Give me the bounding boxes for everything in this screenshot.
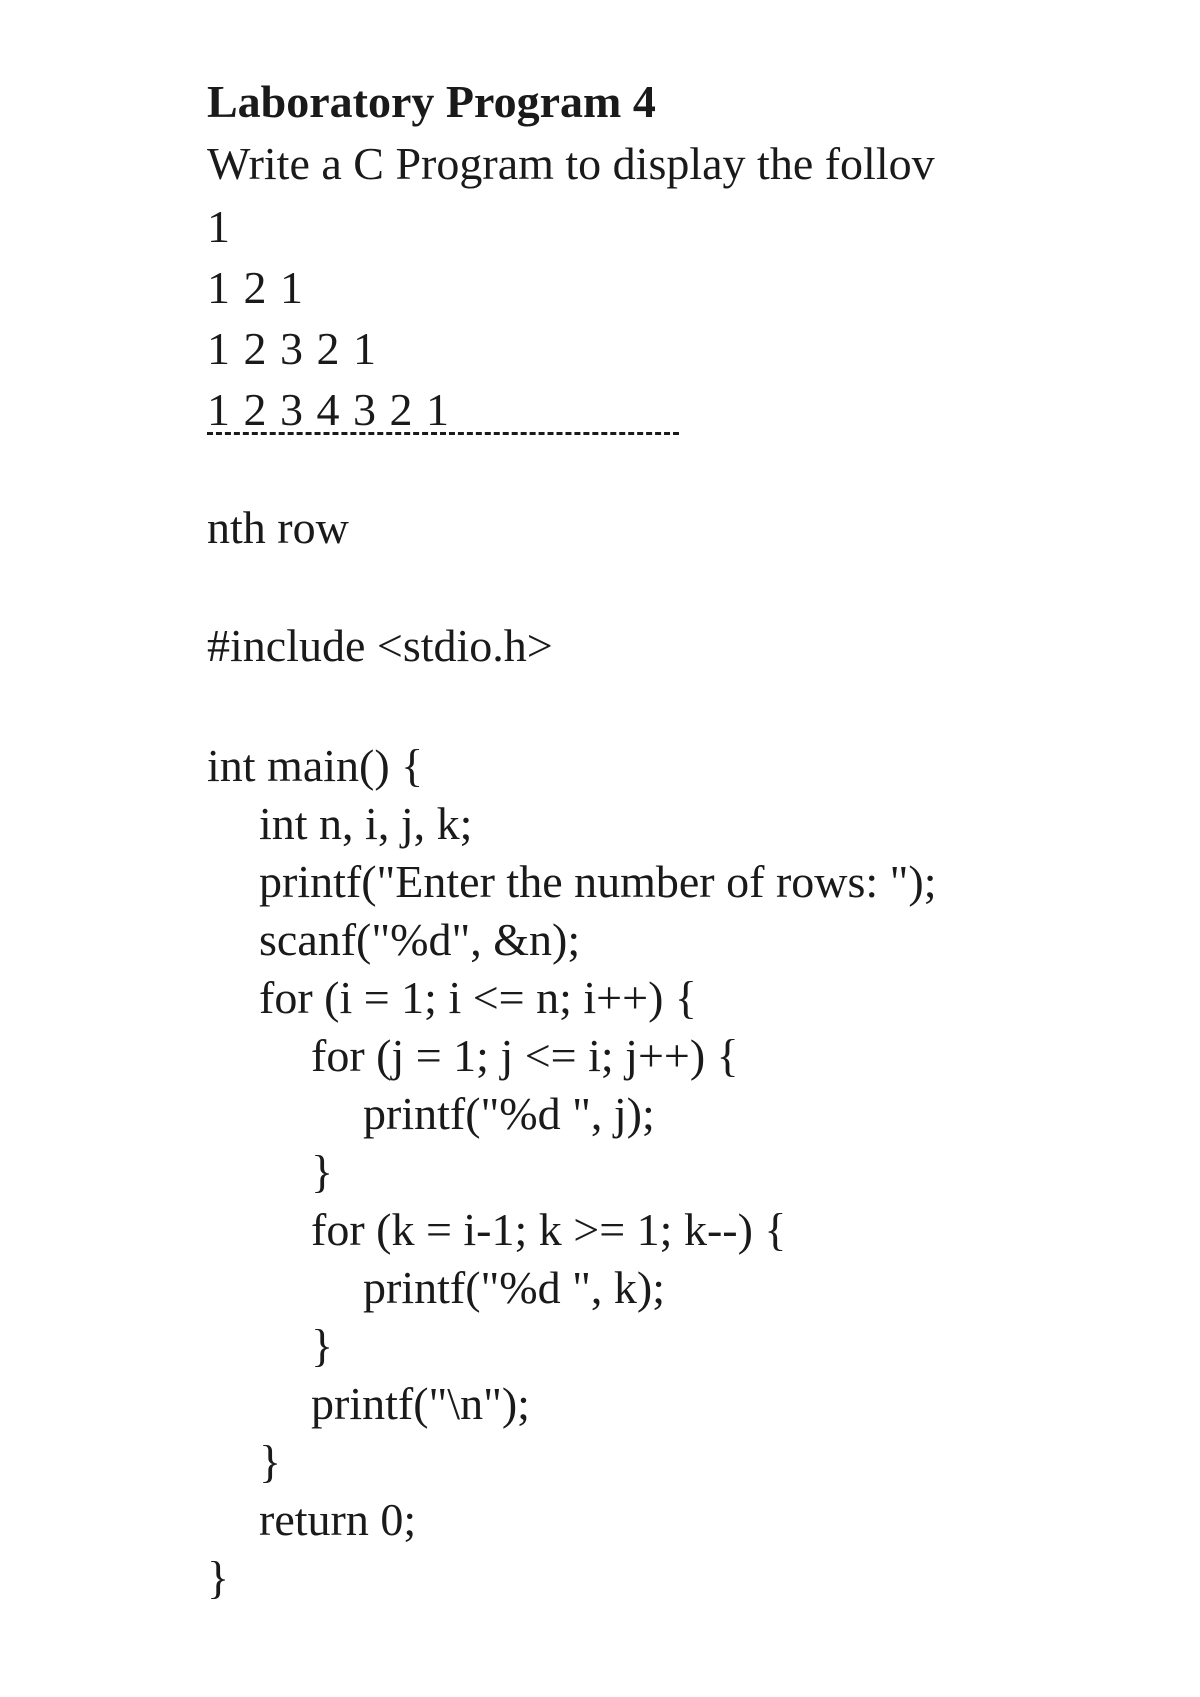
- pattern-row: 1 2 3 4 3 2 1: [207, 384, 450, 435]
- code-line-prompt: printf("Enter the number of rows: ");: [259, 856, 937, 907]
- code-line-close-brace: }: [311, 1146, 334, 1197]
- number-pattern: [207, 196, 450, 440]
- code-line-close-brace: }: [259, 1436, 282, 1487]
- dashed-divider: [207, 432, 679, 435]
- code-line-scanf: scanf("%d", &n);: [259, 914, 581, 965]
- code-line-include: #include <stdio.h>: [207, 620, 553, 671]
- pattern-row: 1: [207, 201, 231, 252]
- code-line-newline: printf("\n");: [311, 1378, 530, 1429]
- code-line-main: int main() {: [207, 740, 424, 791]
- code-line-inner-for-j: for (j = 1; j <= i; j++) {: [311, 1030, 739, 1081]
- code-line-return: return 0;: [259, 1494, 417, 1545]
- task-description: Write a C Program to display the follov: [207, 138, 935, 189]
- code-line-declare: int n, i, j, k;: [259, 798, 473, 849]
- pattern-row: 1 2 3 2 1: [207, 323, 377, 374]
- page-title: Laboratory Program 4: [207, 76, 656, 127]
- code-line-print-k: printf("%d ", k);: [363, 1262, 665, 1313]
- code-line-inner-for-k: for (k = i-1; k >= 1; k--) {: [311, 1204, 787, 1255]
- code-line-close-brace: }: [311, 1320, 334, 1371]
- nth-row-label: nth row: [207, 502, 349, 553]
- pattern-row: 1 2 1: [207, 262, 304, 313]
- code-line-close-brace: }: [207, 1552, 230, 1603]
- code-line-print-j: printf("%d ", j);: [363, 1088, 655, 1139]
- code-line-outer-for: for (i = 1; i <= n; i++) {: [259, 972, 697, 1023]
